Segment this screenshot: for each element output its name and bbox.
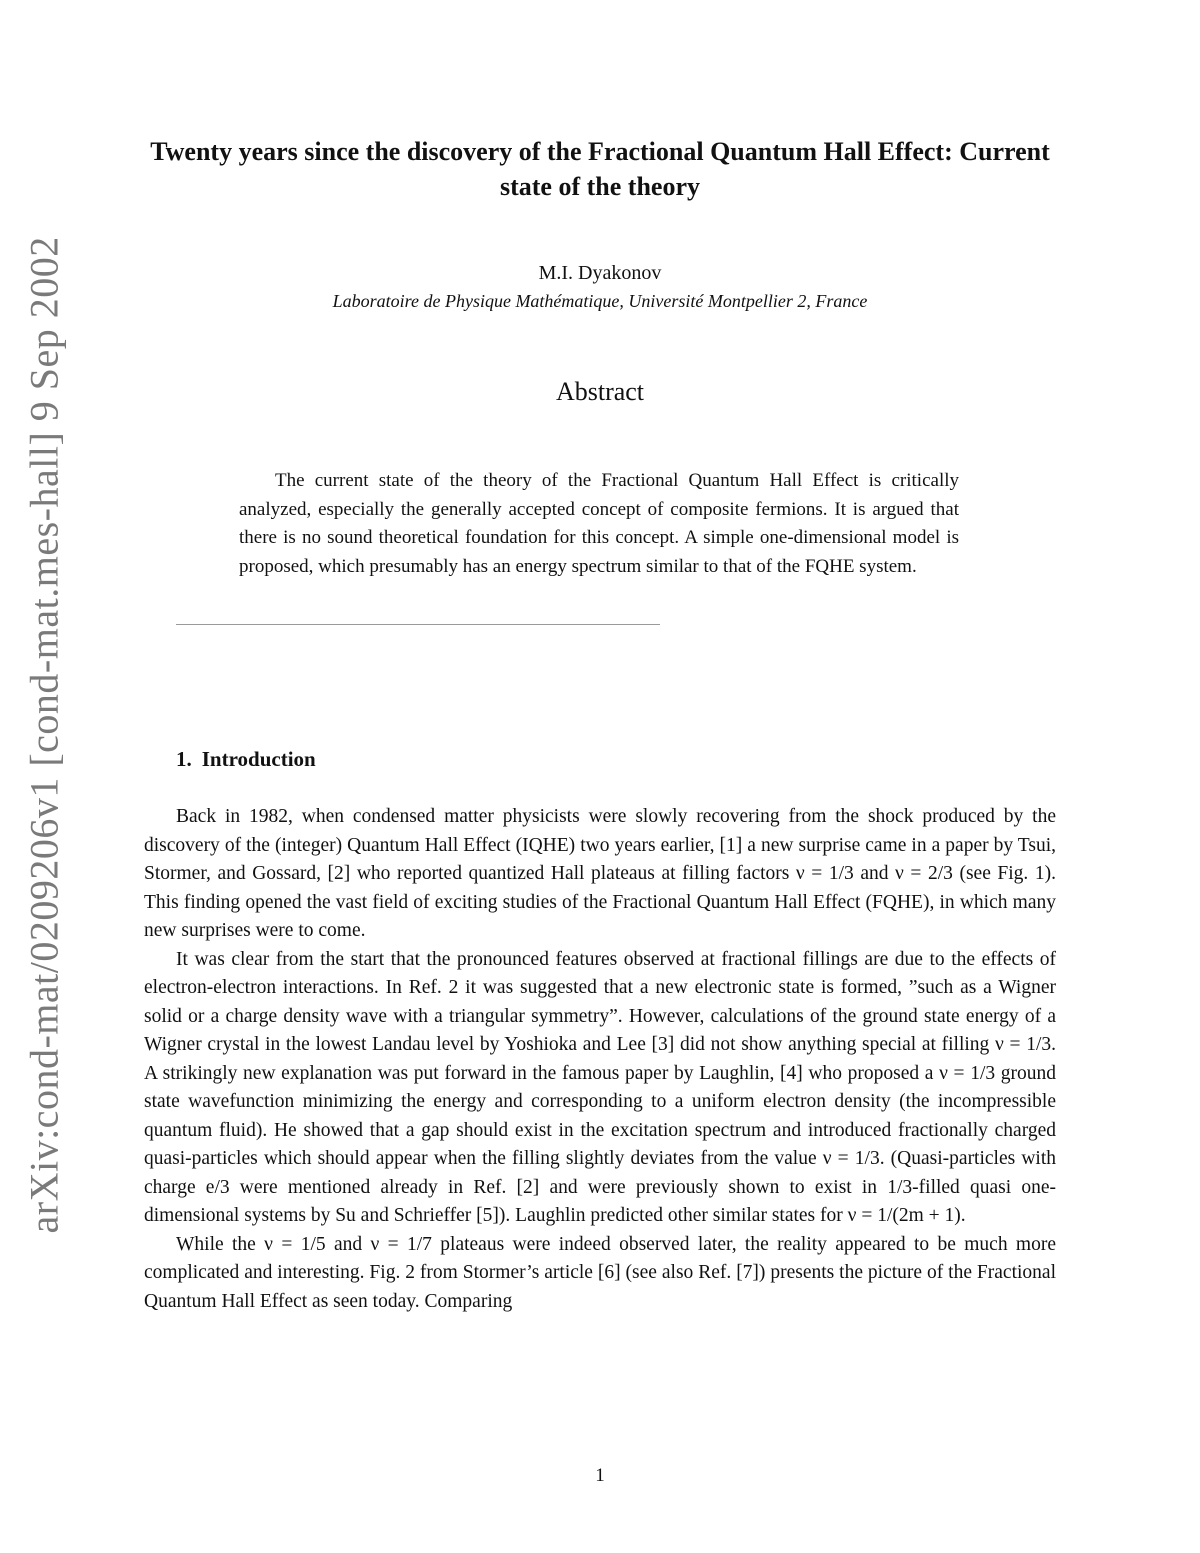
section-heading [176,747,316,772]
body-paragraph: It was clear from the start that the pronounced features observed at fractional fillings are due to the effects of electron-electron interactions. In Ref. 2 it was suggested that a new electronic state is formed, ”such as a Wigner solid or a charge density wave with a triangular symmetry”. However, calculations of the ground state energy of a Wigner crystal in the lowest Landau level by Yoshioka and Lee [3] did not show anything special at filling ν = 1/3. A strikingly new explanation was put forward in the famous paper by Laughlin, [4] who proposed a ν = 1/3 ground state wavefunction minimizing the energy and corresponding to a uniform electron density (the incompressible quantum fluid). He showed that a gap should exist in the excitation spectrum and introduced fractionally charged quasi-particles which should appear when the filling slightly deviates from the value ν = 1/3. (Quasi-particles with charge e/3 were mentioned already in Ref. [2] and were previously shown to exist in 1/3-filled quasi one-dimensional systems by Su and Schrieffer [5]). Laughlin predicted other similar states for ν = 1/(2m + 1). [144,948,1056,1226]
abstract-text: The current state of the theory of the Fractional Quantum Hall Effect is critically analyzed, especially the generally accepted concept of composite fermions. It is argued that there is no sound theoretical foundation for this concept. A simple one-dimensional model is proposed, which presumably has an energy spectrum similar to that of the FQHE system. [239,470,959,577]
body-paragraph: Back in 1982, when condensed matter physicists were slowly recovering from the shock produced by the discovery of the (integer) Quantum Hall Effect (IQHE) two years earlier, [1] a new surprise came in a paper by Tsui, Stormer, and Gossard, [2] who reported quantized Hall plateaus at filling factors ν = 1/3 and ν = 2/3 (see Fig. 1). This finding opened the vast field of exciting studies of the Fractional Quantum Hall Effect (FQHE), in which many new surprises were to come. [144,806,1056,941]
paper-title: Twenty years since the discovery of the Fractional Quantum Hall Effect: Current state of the theory [150,137,1050,201]
page-number: 1 [595,1465,605,1486]
author-affiliation: Laboratoire de Physique Mathématique, Université Montpellier 2, France [332,291,868,311]
author-name: M.I. Dyakonov [538,262,662,284]
section-title: Introduction [201,747,316,771]
footnote-divider [176,624,660,625]
body-paragraph: While the ν = 1/5 and ν = 1/7 plateaus were indeed observed later, the reality appeared to be much more complicated and interesting. Fig. 2 from Stormer’s article [6] (see also Ref. [7]) presents the picture of the Fractional Quantum Hall Effect as seen today. Comparing [144,1233,1056,1312]
arxiv-identifier-stamp: arXiv:cond-mat/0209206v1 [cond-mat.mes-hall] 9 Sep 2002 [21,236,67,1234]
abstract-heading: Abstract [555,377,645,406]
section-body [144,803,1056,1316]
section-number: 1. [176,747,192,771]
